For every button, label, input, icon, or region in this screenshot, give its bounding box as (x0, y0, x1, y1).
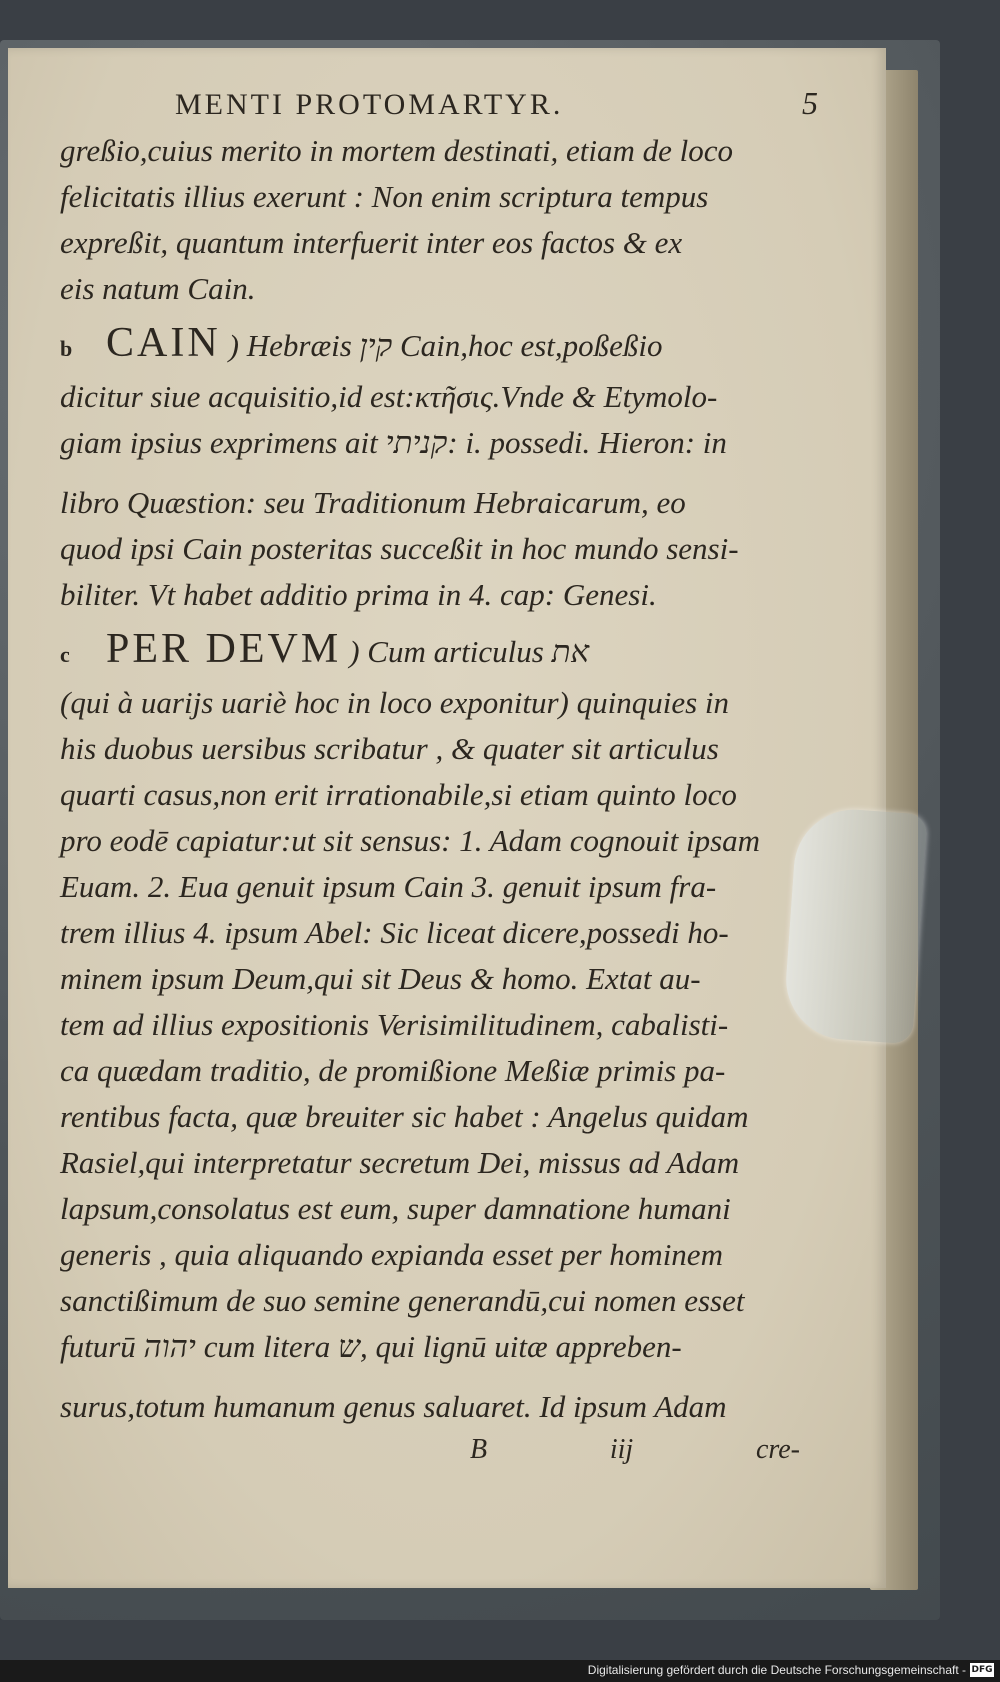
page-number: 5 (802, 85, 818, 121)
folio-mark: iij (609, 1434, 634, 1465)
note-b-heading (60, 312, 800, 374)
text-line: minem ipsum Deum,qui sit Deus & homo. Extat au- (60, 961, 701, 996)
text-line: Euam. 2. Eua genuit ipsum Cain 3. genuit ipsum fra- (60, 869, 717, 904)
glass-page-weight (782, 806, 928, 1045)
text-line: dicitur siue acquisitio,id est:κτῆσις.Vnde & Etymolo- (60, 379, 718, 414)
text-line: quarti casus,non erit irrationabile,si etiam quinto loco (60, 777, 737, 812)
text-line: his duobus uersibus scribatur , & quater sit articulus (60, 731, 719, 766)
text-line: felicitatis illius exerunt : Non enim scriptura tempus (60, 179, 709, 214)
catchword: cre- (755, 1434, 800, 1465)
text-line: quod ipsi Cain posteritas succeßit in hoc mundo sensi- (60, 531, 739, 566)
text-line: biliter. Vt habet additio prima in 4. cap: Genesi. (60, 577, 657, 612)
note-c-lemma: PER DEVM (106, 626, 342, 672)
digitization-credit: Digitalisierung gefördert durch die Deutsche Forschungsgemeinschaft - (587, 1663, 966, 1677)
note-c-text: ) Cum articulus את (349, 634, 590, 669)
text-line: sanctißimum de suo semine generandū,cui nomen esset (60, 1283, 745, 1318)
text-line: rentibus facta, quæ breuiter sic habet : Angelus quidam (60, 1099, 749, 1134)
note-c-marker: c (60, 642, 70, 667)
text-line: trem illius 4. ipsum Abel: Sic liceat dicere,possedi ho- (60, 915, 729, 950)
text-line: generis , quia aliquando expianda esset per hominem (60, 1237, 723, 1272)
dfg-logo: DFG (971, 1665, 993, 1675)
text-line: eis natum Cain. (60, 271, 256, 306)
page-text (60, 85, 818, 1466)
running-title: MENTI PROTOMARTYR. (175, 88, 564, 121)
text-line: pro eodē capiatur:ut sit sensus: 1. Adam cognouit ipsam (60, 823, 761, 858)
text-line: lapsum,consolatus est eum, super damnatione humani (60, 1191, 731, 1226)
text-line: Rasiel,qui interpretatur secretum Dei, missus ad Adam (60, 1145, 740, 1180)
page-footer (470, 1434, 800, 1466)
note-c-heading (60, 618, 800, 680)
page-header (60, 85, 818, 122)
text-line: expreßit, quantum interfuerit inter eos factos & ex (60, 225, 683, 260)
signature-mark: B (470, 1434, 488, 1465)
text-line: ca quædam traditio, de promißione Meßiæ primis pa- (60, 1053, 726, 1088)
text-line: libro Quæstion: seu Traditionum Hebraicarum, eo (60, 485, 686, 520)
text-line: surus,totum humanum genus saluaret. Id ipsum Adam (60, 1389, 727, 1424)
note-b-text: ) Hebræis קין Cain,hoc est,poßeßio (228, 328, 663, 363)
note-b-marker: b (60, 336, 73, 361)
text-line: greßio,cuius merito in mortem destinati, etiam de loco (60, 133, 734, 168)
note-b-lemma: CAIN (106, 320, 221, 366)
text-line: (qui à uarijs uariè hoc in loco exponitur) quinquies in (60, 685, 730, 720)
text-line: giam ipsius exprimens ait קניתי: i. possedi. Hieron: in (60, 425, 727, 460)
text-line: tem ad illius expositionis Verisimilitudinem, cabalisti- (60, 1007, 729, 1042)
text-line: futurū יהוה cum litera ש, qui lignū uitæ appreben- (60, 1329, 682, 1364)
